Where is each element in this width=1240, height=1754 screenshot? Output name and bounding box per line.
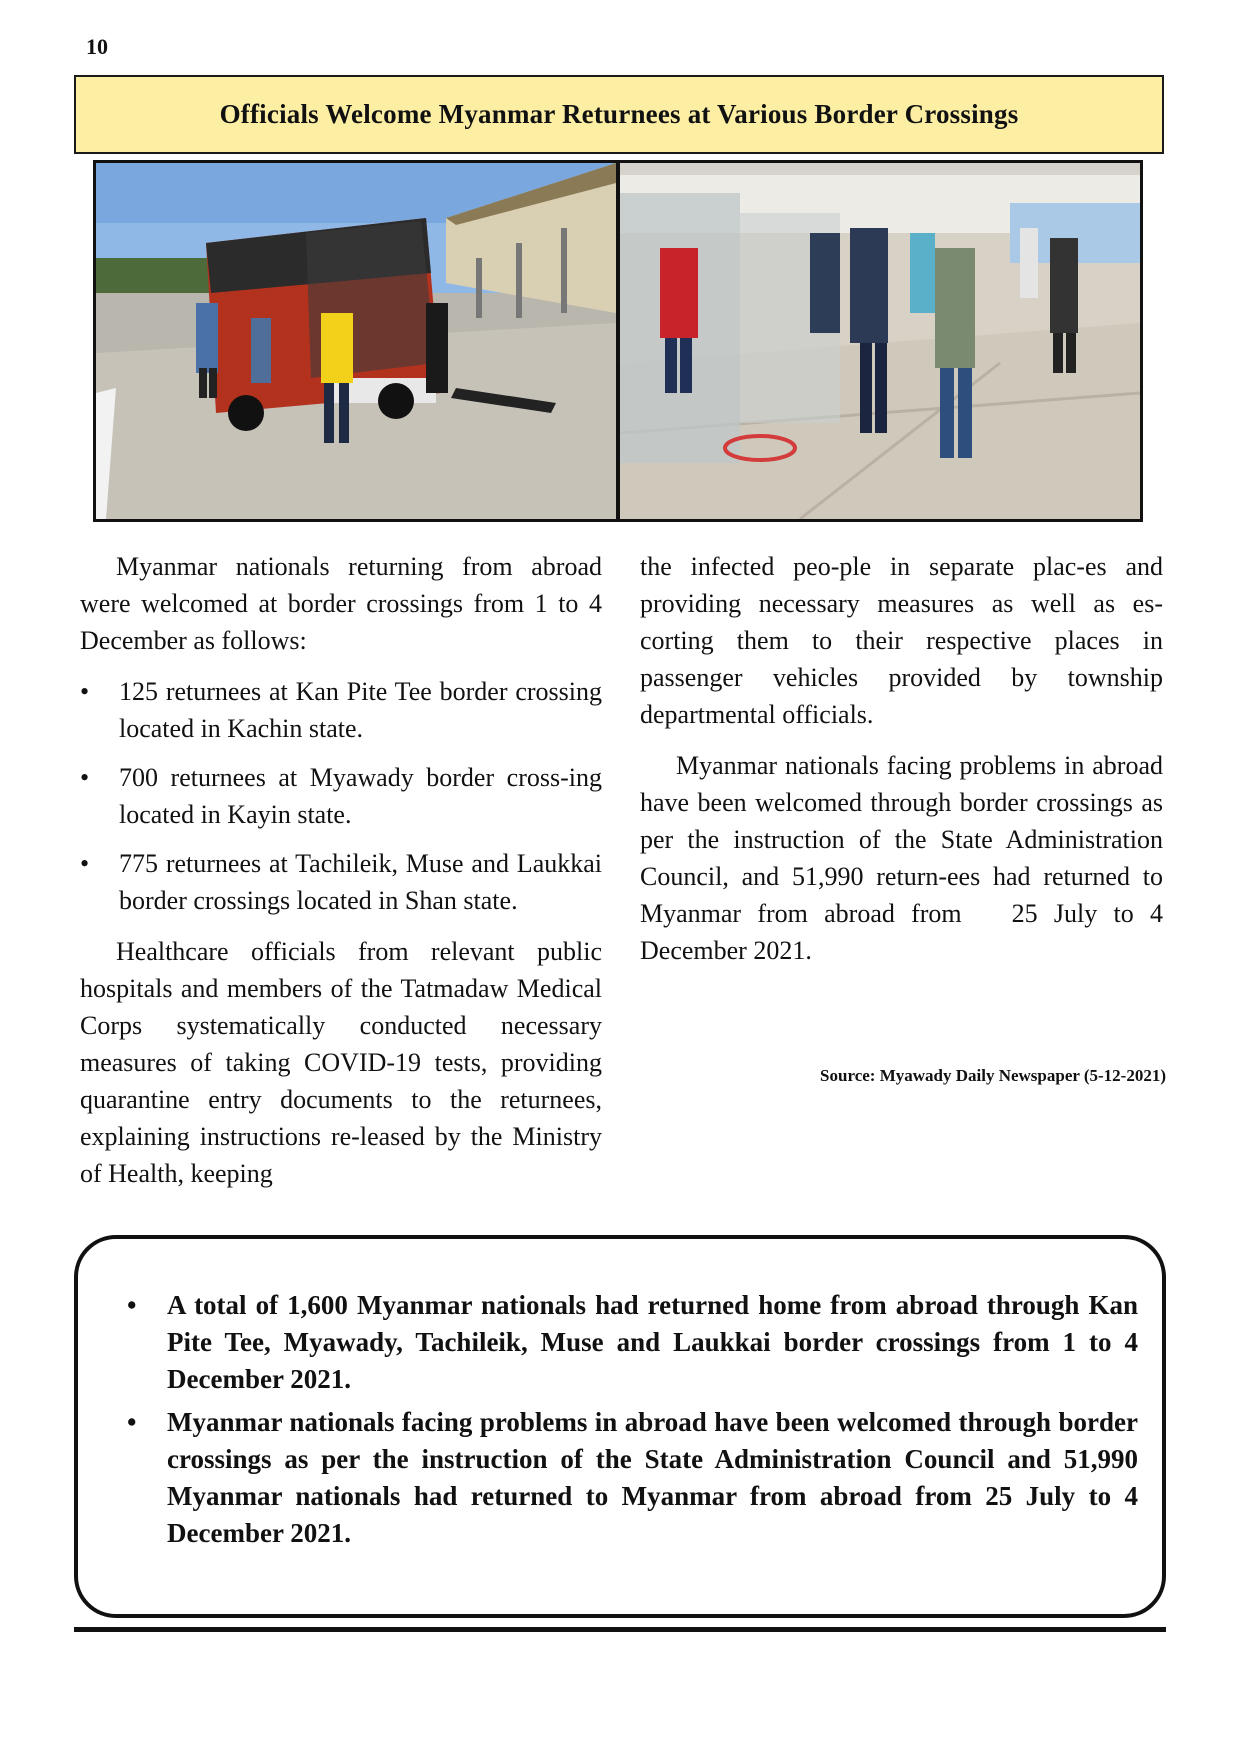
photo-checkpoint-queue — [620, 163, 1140, 519]
closing-paragraph — [640, 747, 1163, 969]
source-credit: Source: Myawady Daily Newspaper (5-12-2021) — [820, 1066, 1166, 1085]
intro-paragraph: Myanmar nationals returning from abroad were welcomed at border crossings from 1 to 4 December as follows: — [80, 552, 602, 655]
article-column-right — [640, 548, 1163, 983]
closing-paragraph-dates: 25 July to 4 December 2021. — [640, 899, 1163, 965]
summary-box — [74, 1235, 1166, 1618]
returnee-item-shan: • 775 returnees at Tachileik, Muse and Laukkai border crossings located in Shan state. — [80, 845, 602, 919]
summary-list — [127, 1287, 1138, 1552]
returnee-item-kachin: • 125 returnees at Kan Pite Tee border crossing located in Kachin state. — [80, 673, 602, 747]
page-number: 10 — [86, 34, 108, 59]
photo-strip — [93, 160, 1143, 522]
returnee-item-kayin: • 700 returnees at Myawady border cross-ing located in Kayin state. — [80, 759, 602, 833]
photo-bus-arrival — [96, 163, 616, 519]
healthcare-paragraph: Healthcare officials from relevant public hospitals and members of the Tatmadaw Medical Corps systematically conducted necessary measures of taking COVID-19 tests, providing quarantine entry documents to the returnees, explaining instructions re-leased by the Ministry of Health, keeping — [80, 937, 602, 1188]
returnee-list — [80, 673, 602, 919]
article-column-left — [80, 548, 602, 1206]
bottom-rule — [74, 1627, 1166, 1632]
article-title-box — [74, 75, 1164, 154]
closing-paragraph-lead: Myanmar nationals facing problems in abroad have been welcomed through border crossings as per the instruction of the State Administration Council, and 51,990 return-ees had returned to Myanmar from abroad from — [640, 751, 1163, 928]
continuation-paragraph: the infected peo-ple in separate plac-es and providing necessary measures as well as es-corting them to their respective places in passenger vehicles provided by township departmental officials. — [640, 552, 1163, 729]
article-title: Officials Welcome Myanmar Returnees at Various Border Crossings — [219, 99, 1019, 129]
summary-item-total: • A total of 1,600 Myanmar nationals had returned home from abroad through Kan Pite Tee, Myawady, Tachileik, Muse and Laukkai border crossings from 1 to 4 December 2021. — [127, 1287, 1138, 1398]
summary-item-cumulative: • Myanmar nationals facing problems in abroad have been welcomed through border crossings as per the instruction of the State Administration Council and 51,990 Myanmar nationals had returned to Myanmar from abroad from 25 July to 4 December 2021. — [127, 1404, 1138, 1552]
